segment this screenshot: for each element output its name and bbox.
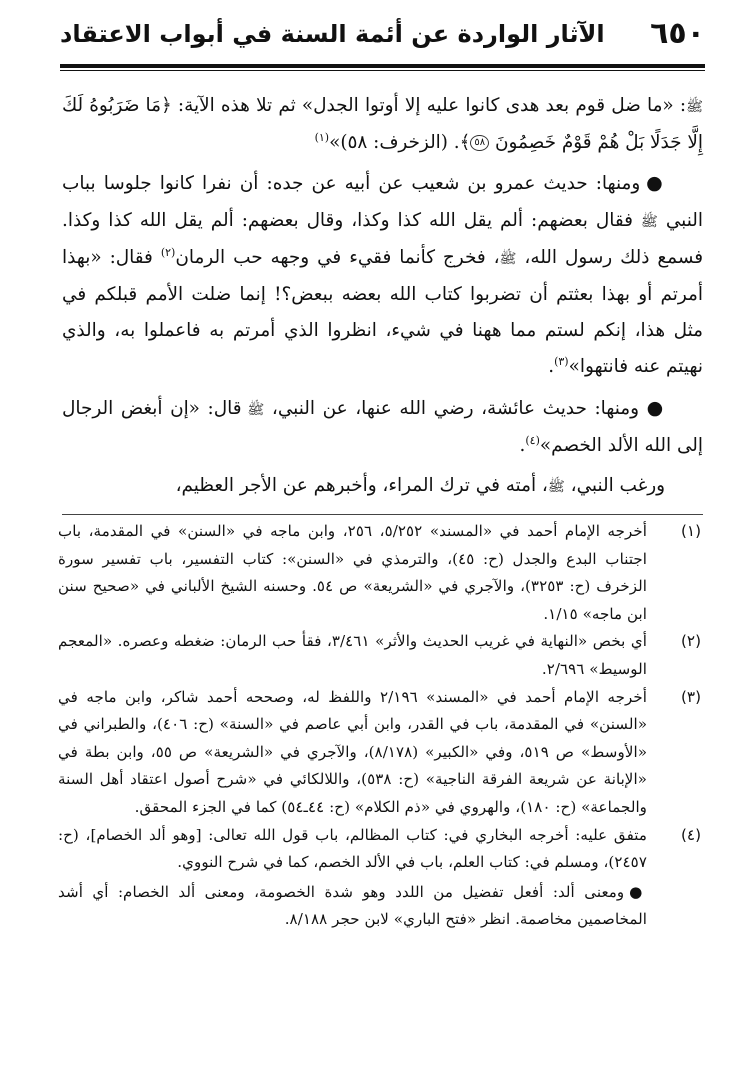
- paragraph-2-text-c: ، فخرج كأنما فقيء في وجهه حب الرمان: [175, 246, 500, 268]
- footnote-2: [58, 628, 705, 683]
- footnote-text: أي بخص «النهاية في غريب الحديث والأثر» ٣/٤٦١، فقأ حب الرمان: ضغطه وعصره. «المعجم الوسيط» ٢/٦٩٦.: [58, 632, 647, 678]
- footnote-3: [58, 684, 705, 822]
- footnote-1: [58, 518, 705, 628]
- paragraph-4: [62, 468, 703, 505]
- paragraph-2-text-e: .: [548, 356, 555, 378]
- footnote-number: (٣): [680, 687, 701, 706]
- paragraph-2-text-d: فقال: «بهذا أمرتم أو بهذا بعثتم أن تضربوا كتاب الله بعضه ببعض؟! إنما ضلت الأمم قبلكم في مثل هذا، إنكم لستم مما ههنا في شيء، انظروا الذي أمرتم به فاعملوا به، والذي نهيتم عنه فانتهوا»: [62, 246, 703, 378]
- footnote-divider: [62, 514, 703, 515]
- paragraph-4-text-a: ورغب النبي،: [564, 475, 665, 497]
- footnote-4-note: [58, 879, 647, 934]
- salutation-icon: ﷺ: [640, 213, 658, 230]
- footnote-text: أخرجه الإمام أحمد في «المسند» ٥/٢٥٢، ٢٥٦، وابن ماجه في «السنن» في المقدمة، باب اجتناب البدع والجدل (ح: ٤٥)، والترمذي في «السنن»: كتاب التفسير، باب تفسير سورة الزخرف (ح: ٣٢٥٣)، والآجري في «الشريعة» ص ٥٤. وحسنه الشيخ الألباني في «صحيح سنن ابن ماجه» ١/١٥.: [58, 522, 648, 623]
- paragraph-3-text-a: ومنها: حديث عائشة، رضي الله عنها، عن النبي،: [264, 397, 647, 419]
- salutation-icon: ﷺ: [499, 250, 517, 267]
- footnote-4: [58, 822, 705, 934]
- paragraph-2-text-a: ومنها: حديث عمرو بن شعيب عن أبيه عن جده: أن نفرا كانوا جلوسا بباب النبي: [62, 173, 703, 231]
- page-header: [60, 14, 705, 60]
- footnote-text: متفق عليه: أخرجه البخاري في: كتاب المظالم، باب قول الله تعالى: [وهو ألد الخصام]، (ح: ٢٤٥٧)، ومسلم في: كتاب العلم، باب في الألد الخصم، كما في شرح النووي.: [58, 825, 647, 872]
- bullet-icon: ●: [646, 172, 665, 195]
- header-rule: [60, 64, 705, 71]
- paragraph-4-text-b: ، أمته في ترك المراء، وأخبرهم عن الأجر العظيم،: [175, 475, 548, 497]
- footnote-number: (٤): [680, 825, 701, 844]
- paragraph-3-text-c: .: [519, 434, 526, 456]
- running-title: الآثار الواردة عن أئمة السنة في أبواب الاعتقاد: [60, 20, 605, 48]
- bullet-icon: ●: [629, 882, 647, 901]
- paragraph-2-text-b: فقال بعضهم: ألم يقل الله كذا وكذا، وقال بعضهم: ألم يقل الله كذا وكذا. فسمع ذلك رسول الله،: [62, 209, 704, 268]
- paragraph-2: [62, 165, 703, 385]
- footnote-note-text: ومعنى ألد: أفعل تفضيل من اللدد وهو شدة الخصومة، ومعنى ألد الخصام: أي أشد المخاصمين مخاصمة. انظر «فتح الباري» لابن حجر ٨/١٨٨.: [58, 882, 647, 929]
- paragraph-1-text-b: ﴾. (الزخرف: ٥٨)»: [329, 132, 471, 154]
- main-text: [62, 88, 703, 505]
- paragraph-1-text-a: : «ما ضل قوم بعد هدى كانوا عليه إلا أوتوا الجدل» ثم تلا هذه الآية: ﴿مَا ضَرَبُوهُ لَكَ إِلَّا جَدَلًا بَلْ هُمْ قَوْمٌ خَصِمُونَ: [62, 95, 703, 154]
- footnotes: [58, 518, 705, 934]
- salutation-icon: ﷺ: [547, 479, 565, 496]
- footnote-text: أخرجه الإمام أحمد في «المسند» ٢/١٩٦ واللفظ له، وصححه أحمد شاكر، وابن ماجه في «السنن» في المقدمة، باب في القدر، وابن أبي عاصم في «السنة» (ح: ٤٠٦)، والطبراني في «الأوسط» ص ٥١٩، وفي «الكبير» (٨/١٧٨)، والآجري في «الشريعة» ص ٥٥، وابن بطة في «الإبانة عن شريعة الفرقة الناجية» (ح: ٥٣٨)، واللالكائي في «شرح أصول اعتقاد أهل السنة والجماعة» (ح: ١٨٠)، والهروي في «ذم الكلام» (ح: ٤٤ـ٥٤) كما في الجزء المحقق.: [58, 687, 647, 816]
- footnote-ref-3[interactable]: (٣): [554, 355, 569, 369]
- footnote-number: (١): [680, 522, 701, 540]
- footnote-ref-2[interactable]: (٢): [160, 245, 176, 259]
- page-number: ٦٥٠: [650, 16, 705, 51]
- bullet-icon: ●: [646, 396, 665, 419]
- salutation-icon: ﷺ: [247, 401, 265, 418]
- paragraph-3: [62, 390, 703, 464]
- salutation-icon: ﷺ: [686, 99, 703, 115]
- paragraph-1: [62, 88, 703, 161]
- footnote-number: (٢): [680, 632, 701, 651]
- verse-number-badge: ٥٨: [470, 135, 489, 151]
- paragraph-3-text-b: قال: «إن أبغض الرجال إلى الله الألد الخصم»: [62, 397, 703, 456]
- footnote-ref-4[interactable]: (٤): [525, 433, 540, 447]
- footnote-ref-1[interactable]: (١): [314, 131, 330, 145]
